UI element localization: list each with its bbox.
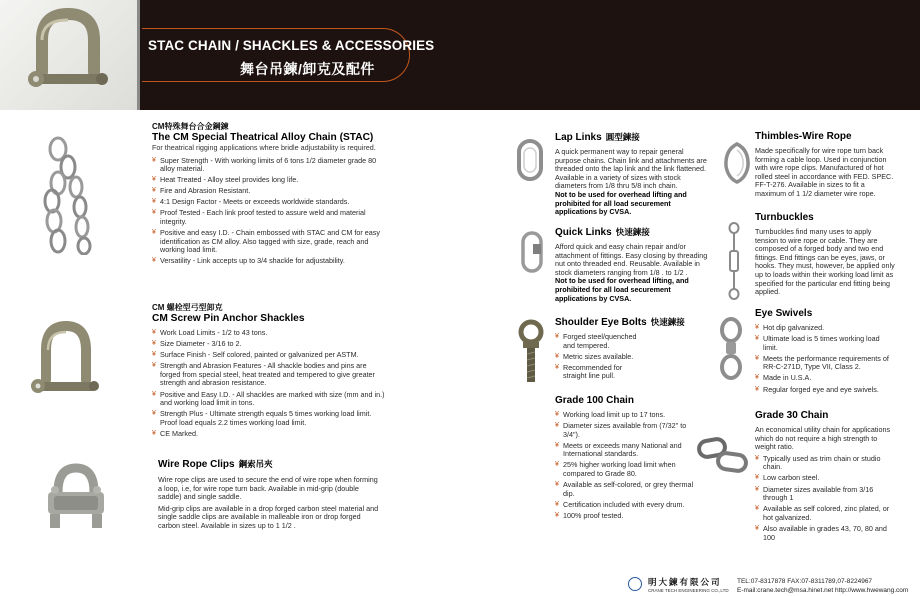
- turnbuckles-section: [755, 212, 895, 297]
- list-item: ¥ 25% higher working load limit when compared to Grade 80.: [555, 461, 705, 478]
- swivel-icon: [716, 316, 746, 382]
- company-logo-icon: [628, 577, 642, 591]
- list-item: ¥ Versatility - Link accepts up to 3/4 shackle for adjustability.: [152, 257, 387, 266]
- shackle-icon: [0, 0, 137, 110]
- list-item: ¥ Strength and Abrasion Features - All shackle bodies and pins are forged from special steel, heat treated and tempered to give greater strength and abrasion resistance.: [152, 362, 387, 388]
- list-item: ¥ Meets the performance requirements of RR-C-271D, Type VII, Class 2.: [755, 355, 895, 372]
- shackles-chinese-title: CM 螺栓型弓型卸克: [152, 303, 223, 312]
- quick-links-heading: [555, 226, 710, 239]
- shackles-features: [152, 329, 387, 439]
- stac-title: The CM Special Theatrical Alloy Chain (STAC): [152, 132, 374, 143]
- wire-clips-chinese-title: 鋼索吊夾: [238, 459, 273, 469]
- company-phone: TEL:07-8317878 FAX:07-8311789,07-8224967: [737, 578, 873, 585]
- lap-links-heading: [555, 131, 710, 144]
- stac-section: [152, 122, 387, 269]
- page-title-chinese: 舞台吊鍊/卸克及配件: [240, 61, 375, 77]
- lap-links-warning: Not to be used for overhead lifting and prohibited for all load securement applications by CVSA.: [555, 189, 687, 217]
- grade100-section: [555, 395, 705, 523]
- wire-clips-text-1: Wire rope clips are used to secure the end of wire rope when forming a loop, i.e, for wire rope turn back. Available in mid-grip (double saddle) and single saddle.: [158, 475, 378, 502]
- list-item: ¥ Forged steel/quenched and tempered.: [555, 333, 645, 350]
- anchor-shackle-image: [28, 320, 103, 405]
- wire-clips-heading: [158, 458, 383, 471]
- list-item: ¥ Positive and Easy I.D. - All shackles are marked with size (mm and in.) and working load limit in tons.: [152, 391, 387, 408]
- eye-bolts-heading: [555, 316, 710, 329]
- stac-chinese-title: CM特殊舞台合金鋼鍊: [152, 122, 229, 131]
- stac-features: [152, 157, 387, 267]
- header-divider: [137, 0, 140, 110]
- turnbuckle-image: [727, 222, 741, 300]
- list-item: ¥ Typically used as trim chain or studio chain.: [755, 455, 895, 472]
- quick-links-section: [555, 226, 710, 303]
- page-title: STAC CHAIN / SHACKLES & ACCESSORIES: [148, 38, 435, 53]
- list-item: ¥ Low carbon steel.: [755, 474, 895, 483]
- quick-links-text: Afford quick and easy chain repair and/or attachment of fittings. Easy closing by threading nut onto threaded end. Reusable. Available in stock diameters ranging from 1/8 . to 1/2 .: [555, 242, 708, 277]
- thimbles-section: [755, 131, 895, 199]
- grade30-text: An economical utility chain for applications which do not require a high strength to weight ratio.: [755, 425, 891, 452]
- list-item: ¥ Work Load Limits - 1/2 to 43 tons.: [152, 329, 387, 338]
- list-item: ¥ Heat Treated - Alloy steel provides long life.: [152, 176, 387, 185]
- shackles-section: [152, 303, 387, 441]
- lap-links-chinese-title: 圓型鍊接: [605, 132, 640, 142]
- quick-links-warning: Not to be used for overhead lifting, and prohibited for all load securement applications by CVSA.: [555, 276, 689, 303]
- list-item: ¥ 100% proof tested.: [555, 512, 705, 521]
- shackle-icon: [28, 320, 103, 405]
- list-item: ¥ Metric sizes available.: [555, 353, 710, 362]
- company-email: E-mail:crane.tech@msa.hinet.net http://www.hwewang.com: [737, 587, 909, 594]
- list-item: ¥ Available as self-colored, or grey thermal dip.: [555, 481, 705, 498]
- grade100-features: [555, 411, 705, 521]
- quick-links-chinese-title: 快速鍊接: [615, 227, 650, 237]
- list-item: ¥ Ultimate load is 5 times working load limit.: [755, 335, 895, 352]
- list-item: ¥ Working load limit up to 17 tons.: [555, 411, 705, 420]
- wire-clip-icon: [44, 462, 109, 532]
- grade100-title: Grade 100 Chain: [555, 395, 634, 406]
- list-item: ¥ Also available in grades 43, 70, 80 and 100: [755, 525, 895, 542]
- lap-links-text: A quick permanent way to repair general purpose chains. Chain link and attachments are threaded onto the lap link and the link flattened. Available in a variety of sizes with stock diameters from 1/8 thru 5/8 inch chain.: [555, 147, 707, 191]
- list-item: ¥ Made in U.S.A.: [755, 374, 895, 383]
- wire-clips-title: Wire Rope Clips: [158, 459, 235, 470]
- eye-swivels-features: [755, 324, 895, 394]
- stac-chain-image: [40, 135, 100, 255]
- list-item: ¥ CE Marked.: [152, 430, 387, 439]
- eye-bolt-image: [514, 318, 548, 384]
- list-item: ¥ Size Diameter - 3/16 to 2.: [152, 340, 387, 349]
- grade30-title: Grade 30 Chain: [755, 410, 829, 421]
- grade30-features: [755, 455, 895, 542]
- turnbuckles-title: Turnbuckles: [755, 212, 814, 223]
- stac-subtitle: For theatrical rigging applications where bridle adjustability is required.: [152, 143, 376, 152]
- list-item: ¥ Diameter sizes available from (7/32" to 3/4").: [555, 422, 705, 439]
- eye-swivels-title: Eye Swivels: [755, 308, 813, 319]
- wire-clips-text-2: Mid-grip clips are available in a drop forged carbon steel material and single saddle clips are available in malleable iron or drop forged carbon steel. Available in sizes up to 1 1/2 .: [158, 503, 379, 530]
- shackles-title: CM Screw Pin Anchor Shackles: [152, 313, 305, 324]
- wire-clips-section: [158, 458, 383, 534]
- wire-rope-clip-image: [44, 462, 109, 532]
- list-item: ¥ 4:1 Design Factor - Meets or exceeds worldwide standards.: [152, 198, 387, 207]
- list-item: ¥ Hot dip galvanized.: [755, 324, 895, 333]
- lap-link-image: [516, 138, 544, 182]
- grade30-section: [755, 410, 895, 545]
- lap-links-section: [555, 131, 710, 217]
- eye-swivel-image: [716, 316, 746, 382]
- header-shackle-photo: [0, 0, 137, 110]
- thimble-icon: [722, 140, 752, 184]
- quick-link-image: [520, 230, 544, 274]
- chain-icon: [40, 135, 100, 255]
- thimbles-text: Made specifically for wire rope turn back forming a cable loop. Used in conjunction with wire rope clips. Manufactured of hot rolled steel in accordance with FED. SPEC. FF-T-276. Available in sizes to fit a maximum of 1 1/2 diameter wire rope.: [755, 146, 894, 198]
- list-item: ¥ Fire and Abrasion Resistant.: [152, 187, 387, 196]
- list-item: ¥ Proof Tested - Each link proof tested to assure weld and material integrity.: [152, 209, 387, 226]
- company-name-english: CRANE TECH ENGINEERING CO.,LTD: [648, 588, 729, 593]
- quick-link-icon: [520, 230, 544, 274]
- list-item: ¥ Available as self colored, zinc plated, or hot galvanized.: [755, 505, 895, 522]
- list-item: ¥ Positive and easy I.D. - Chain embossed with STAC and CM for easy identification as CM alloy. Also tagged with size, grade, reach and working load limit.: [152, 229, 387, 255]
- eye-bolts-section: [555, 316, 710, 383]
- eye-bolts-title: Shoulder Eye Bolts: [555, 317, 647, 328]
- thimbles-title: Thimbles-Wire Rope: [755, 131, 852, 142]
- lap-links-title: Lap Links: [555, 132, 602, 143]
- turnbuckles-text: Turnbuckles find many uses to apply tension to wire rope or cable. They are composed of a forged body and two end fittings. End fittings can be eyes, jaws, or hooks. They must, however, be applied only up to loads within their working load limit as specified for the particular end fitting being applied.: [755, 227, 895, 297]
- lap-link-icon: [516, 138, 544, 182]
- list-item: ¥ Regular forged eye and eye swivels.: [755, 386, 895, 395]
- list-item: ¥ Meets or exceeds many National and International standards.: [555, 442, 705, 459]
- quick-links-title: Quick Links: [555, 227, 612, 238]
- list-item: ¥ Recommended for straight line pull.: [555, 364, 645, 381]
- turnbuckle-icon: [727, 222, 741, 300]
- list-item: ¥ Certification included with every drum.: [555, 501, 705, 510]
- list-item: ¥ Super Strength - With working limits of 6 tons 1/2 diameter grade 80 alloy material.: [152, 157, 387, 174]
- list-item: ¥ Surface Finish - Self colored, painted or galvanized per ASTM.: [152, 351, 387, 360]
- list-item: ¥ Strength Plus - Ultimate strength equals 5 times working load limit. Proof load equals 2.2 times working load limit.: [152, 410, 387, 427]
- company-name-chinese: 明大鍊有限公司: [648, 577, 722, 587]
- list-item: ¥ Diameter sizes available from 3/16 through 1: [755, 486, 895, 503]
- eye-swivels-section: [755, 308, 895, 397]
- eye-bolts-features: [555, 333, 710, 381]
- eye-bolts-chinese-title: 快速鍊接: [650, 317, 685, 327]
- thimble-image: [722, 140, 752, 184]
- eye-bolt-icon: [514, 318, 548, 384]
